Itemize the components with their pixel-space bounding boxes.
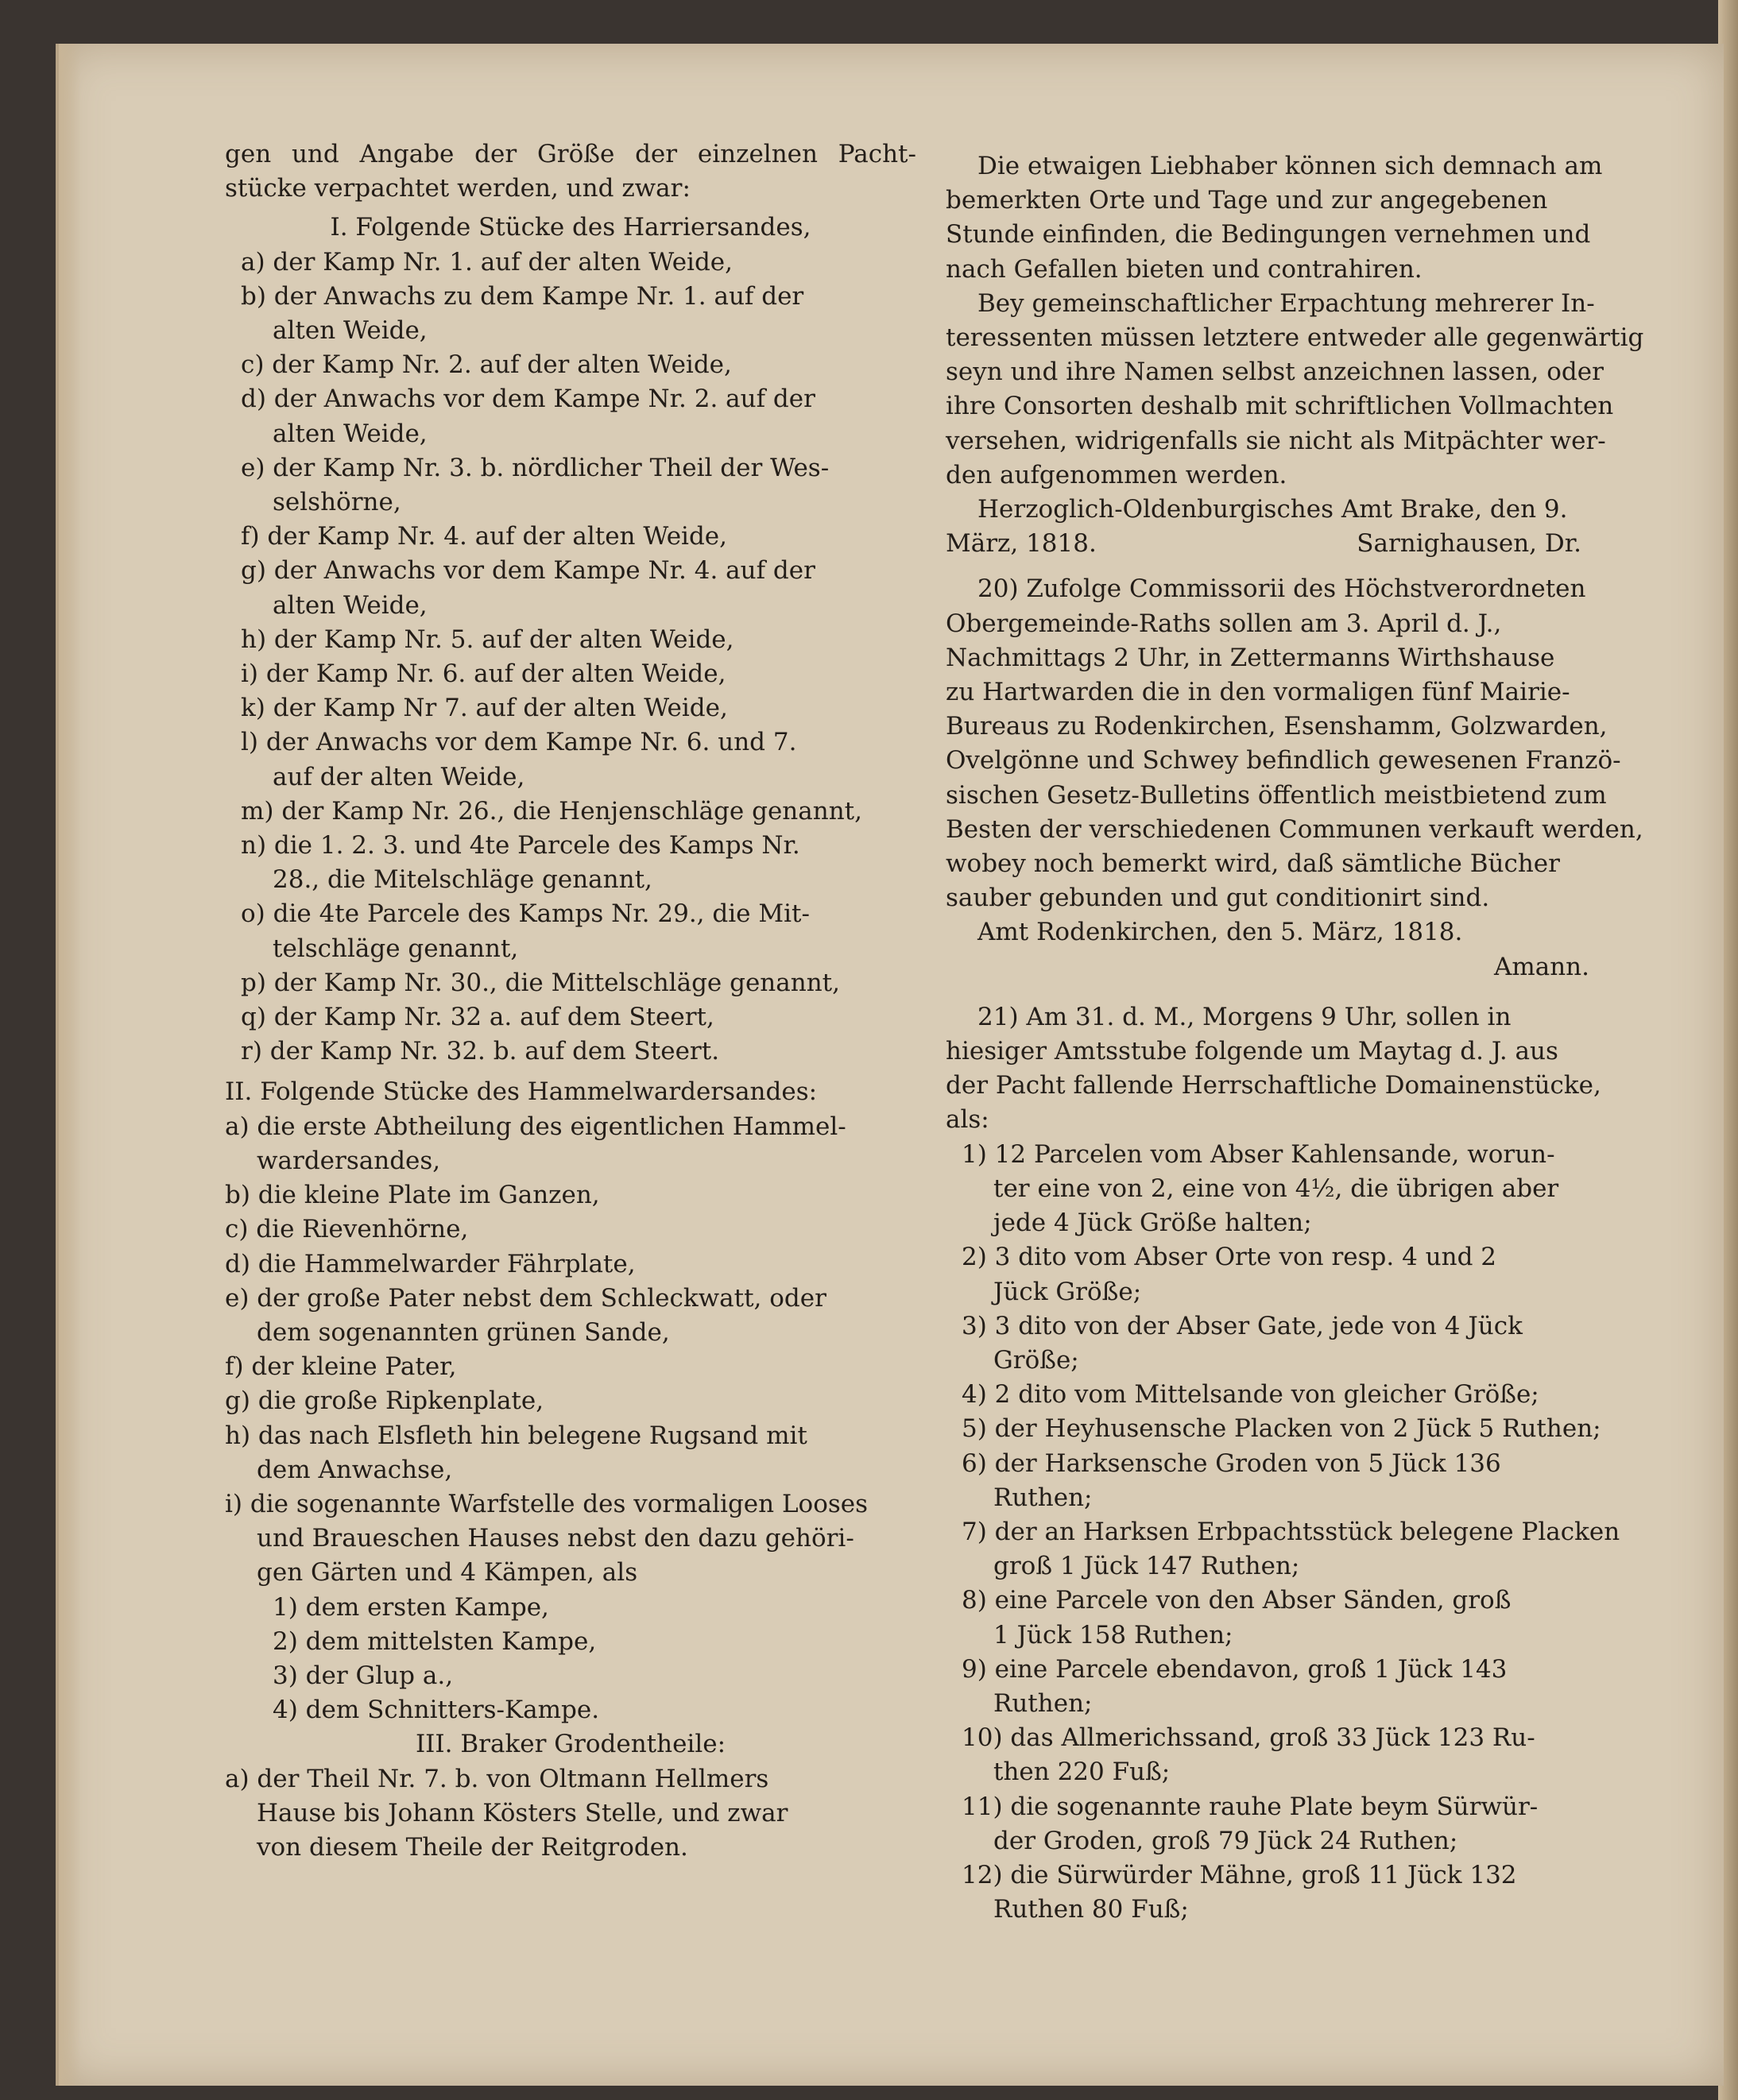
text-line: d) die Hammelwarder Fährplate, (225, 1249, 636, 1278)
text-line: von diesem Theile der Reitgroden. (257, 1832, 688, 1862)
signature-line (946, 527, 1645, 561)
text-line: der Groden, groß 79 Jück 24 Ruthen; (993, 1826, 1458, 1855)
text-line: h) der Kamp Nr. 5. auf der alten Weide, (241, 625, 734, 654)
text-line: a) der Kamp Nr. 1. auf der alten Weide, (241, 247, 734, 277)
text-line: 4) 2 dito vom Mittelsande von gleicher Größe; (962, 1380, 1539, 1410)
text-line: groß 1 Jück 147 Ruthen; (993, 1552, 1300, 1581)
notice-21-items (946, 1138, 1645, 1928)
text-line: auf der alten Weide, (273, 762, 525, 791)
text-line: Besten der verschiedenen Communen verkauft werden, (946, 814, 1643, 844)
text-line: Ruthen; (993, 1688, 1093, 1718)
notice-21 (946, 1000, 1645, 1138)
text-line: Bureaus zu Rodenkirchen, Esenshamm, Golzwarden, (946, 712, 1608, 741)
text-line: c) die Rievenhörne, (225, 1215, 469, 1244)
text-line: Stunde einfinden, die Bedingungen vernehmen und (946, 220, 1591, 249)
text-line: 6) der Harksensche Groden von 5 Jück 136 (962, 1448, 1501, 1478)
text-line: c) der Kamp Nr. 2. auf der alten Weide, (241, 350, 732, 380)
text-line: o) die 4te Parcele des Kamps Nr. 29., die Mit- (241, 899, 810, 929)
section-heading: I. Folgende Stücke des Harriersandes, (330, 213, 811, 242)
text-line: Die etwaigen Liebhaber können sich demnach am (977, 152, 1603, 180)
text-line: 12) die Sürwürder Mähne, groß 11 Jück 132 (962, 1860, 1517, 1889)
text-line: stücke verpachtet werden, und zwar: (225, 174, 691, 203)
text-line: 20) Zufolge Commissorii des Höchstverordneten (977, 574, 1586, 604)
text-line: 3) der Glup a., (273, 1661, 454, 1690)
text-line: a) der Theil Nr. 7. b. von Oltmann Hellmers (225, 1764, 769, 1793)
notice-20 (946, 572, 1645, 915)
text-line: alten Weide, (273, 316, 428, 346)
text-line: zu Hartwarden die in den vormaligen fünf Mairie- (946, 678, 1570, 707)
notice-end (946, 149, 1645, 493)
text-line: k) der Kamp Nr 7. auf der alten Weide, (241, 694, 728, 723)
text-line: wardersandes, (257, 1146, 441, 1175)
text-line: r) der Kamp Nr. 32. b. auf dem Steert. (241, 1037, 720, 1066)
text-line: 21) Am 31. d. M., Morgens 9 Uhr, sollen in (977, 1002, 1512, 1031)
text-line: 1) 12 Parcelen vom Abser Kahlensande, worun- (962, 1139, 1555, 1169)
text-line: Obergemeinde-Raths sollen am 3. April d. J., (946, 609, 1502, 638)
text-line: der Pacht fallende Herrschaftliche Domainenstücke, (946, 1071, 1601, 1100)
text-line: then 220 Fuß; (993, 1758, 1171, 1787)
right-column (946, 149, 1645, 1927)
text-line: Größe; (993, 1345, 1079, 1375)
text-line: gen Gärten und 4 Kämpen, als (257, 1558, 638, 1588)
text-line: sauber gebunden und gut conditionirt sind. (946, 884, 1490, 913)
text-line: selshörne, (273, 488, 401, 517)
text-line: Ruthen; (993, 1483, 1093, 1512)
text-line: 1) dem ersten Kampe, (273, 1592, 549, 1622)
text-line: sischen Gesetz-Bulletins öffentlich meistbietend zum (946, 780, 1607, 810)
text-line: bemerkten Orte und Tage und zur angegebenen (946, 186, 1548, 215)
text-line: f) der kleine Pater, (225, 1352, 457, 1382)
text-line: h) das nach Elsfleth hin belegene Rugsand mit (225, 1421, 807, 1450)
text-line: alten Weide, (273, 590, 428, 620)
text-line: 7) der an Harksen Erbpachtsstück belegene Placken (962, 1517, 1620, 1546)
text-line: g) der Anwachs vor dem Kampe Nr. 4. auf der (241, 556, 815, 586)
signature-name: Sarnighausen, Dr. (1357, 529, 1581, 559)
signature-name: Amann. (1493, 952, 1589, 981)
text-line: gen und Angabe der Größe der einzelnen Pacht- (225, 140, 916, 168)
text-line: e) der große Pater nebst dem Schleckwatt, oder (225, 1283, 826, 1313)
text-line: 1 Jück 158 Ruthen; (993, 1620, 1233, 1649)
text-line: i) der Kamp Nr. 6. auf der alten Weide, (241, 659, 726, 689)
text-line: alten Weide, (273, 419, 428, 448)
text-line: ihre Consorten deshalb mit schriftlichen Vollmachten (946, 392, 1614, 421)
text-line: a) die erste Abtheilung des eigentlichen Hammel- (225, 1112, 846, 1141)
text-line: nach Gefallen bieten und contrahiren. (946, 254, 1423, 284)
left-column (225, 137, 916, 1865)
text-line: b) der Anwachs zu dem Kampe Nr. 1. auf der (241, 281, 804, 311)
section-heading: III. Braker Grodentheile: (415, 1730, 726, 1759)
text-line: 4) dem Schnitters-Kampe. (273, 1696, 600, 1725)
text-line: hiesiger Amtsstube folgende um Maytag d. J. aus (946, 1037, 1558, 1066)
text-line: den aufgenommen werden. (946, 460, 1287, 489)
text-line: Nachmittags 2 Uhr, in Zettermanns Wirthshause (946, 643, 1555, 672)
text-line: 9) eine Parcele ebendavon, groß 1 Jück 143 (962, 1654, 1508, 1684)
text-line: d) der Anwachs vor dem Kampe Nr. 2. auf der (241, 385, 815, 414)
signature-office: Herzoglich-Oldenburgisches Amt Brake, den 9. (977, 495, 1568, 524)
text-line: versehen, widrigenfalls sie nicht als Mitpächter wer- (946, 426, 1606, 455)
section2-list (225, 1110, 916, 1728)
text-line: 5) der Heyhusensche Placken von 2 Jück 5 Ruthen; (962, 1414, 1601, 1444)
text-line: 3) 3 dito von der Abser Gate, jede von 4 Jück (962, 1311, 1523, 1340)
text-line: 11) die sogenannte rauhe Plate beym Sürwür- (962, 1792, 1539, 1821)
text-line: seyn und ihre Namen selbst anzeichnen lassen, oder (946, 358, 1604, 387)
section1-list (225, 246, 916, 1069)
text-line: q) der Kamp Nr. 32 a. auf dem Steert, (241, 1003, 714, 1032)
text-line: f) der Kamp Nr. 4. auf der alten Weide, (241, 522, 727, 551)
text-line: Ruthen 80 Fuß; (993, 1895, 1189, 1924)
signature-office: Amt Rodenkirchen, den 5. März, 1818. (977, 918, 1463, 947)
text-line: als: (946, 1105, 989, 1135)
text-line: i) die sogenannte Warfstelle des vormaligen Looses (225, 1489, 869, 1518)
text-line: Bey gemeinschaftlicher Erpachtung mehrerer In- (977, 288, 1595, 318)
text-line: m) der Kamp Nr. 26., die Henjenschläge genannt, (241, 796, 862, 826)
signature-date: März, 1818. (946, 529, 1097, 559)
text-line: Hause bis Johann Kösters Stelle, und zwar (257, 1798, 788, 1827)
text-line: g) die große Ripkenplate, (225, 1386, 544, 1416)
text-line: n) die 1. 2. 3. und 4te Parcele des Kamps Nr. (241, 831, 800, 860)
text-line: 8) eine Parcele von den Abser Sänden, groß (962, 1586, 1512, 1615)
text-line: p) der Kamp Nr. 30., die Mittelschläge genannt, (241, 968, 840, 997)
text-line: 2) dem mittelsten Kampe, (273, 1626, 597, 1656)
text-line: Ovelgönne und Schwey befindlich gewesenen Franzö- (946, 746, 1621, 775)
text-line: jede 4 Jück Größe halten; (993, 1209, 1312, 1238)
text-line: dem sogenannten grünen Sande, (257, 1317, 670, 1347)
text-line: e) der Kamp Nr. 3. b. nördlicher Theil der Wes- (241, 453, 830, 482)
text-line: teressenten müssen letztere entweder alle gegenwärtig (946, 323, 1644, 353)
text-line: telschläge genannt, (273, 934, 519, 963)
text-line: dem Anwachse, (257, 1455, 453, 1484)
text-line: und Braueschen Hauses nebst den dazu gehöri- (257, 1524, 854, 1553)
text-line: 28., die Mitelschläge genannt, (273, 865, 652, 895)
text-line: 10) das Allmerichssand, groß 33 Jück 123 Ru- (962, 1723, 1535, 1753)
text-line: l) der Anwachs vor dem Kampe Nr. 6. und 7. (241, 728, 797, 757)
text-line: 2) 3 dito vom Abser Orte von resp. 4 und 2 (962, 1243, 1497, 1272)
text-line: b) die kleine Plate im Ganzen, (225, 1181, 600, 1210)
section-heading: II. Folgende Stücke des Hammelwardersandes: (225, 1077, 818, 1107)
text-line: Jück Größe; (993, 1277, 1142, 1306)
section3-list (225, 1762, 916, 1866)
text-line: ter eine von 2, eine von 4½, die übrigen aber (993, 1174, 1559, 1203)
text-line: wobey noch bemerkt wird, daß sämtliche Bücher (946, 849, 1560, 879)
